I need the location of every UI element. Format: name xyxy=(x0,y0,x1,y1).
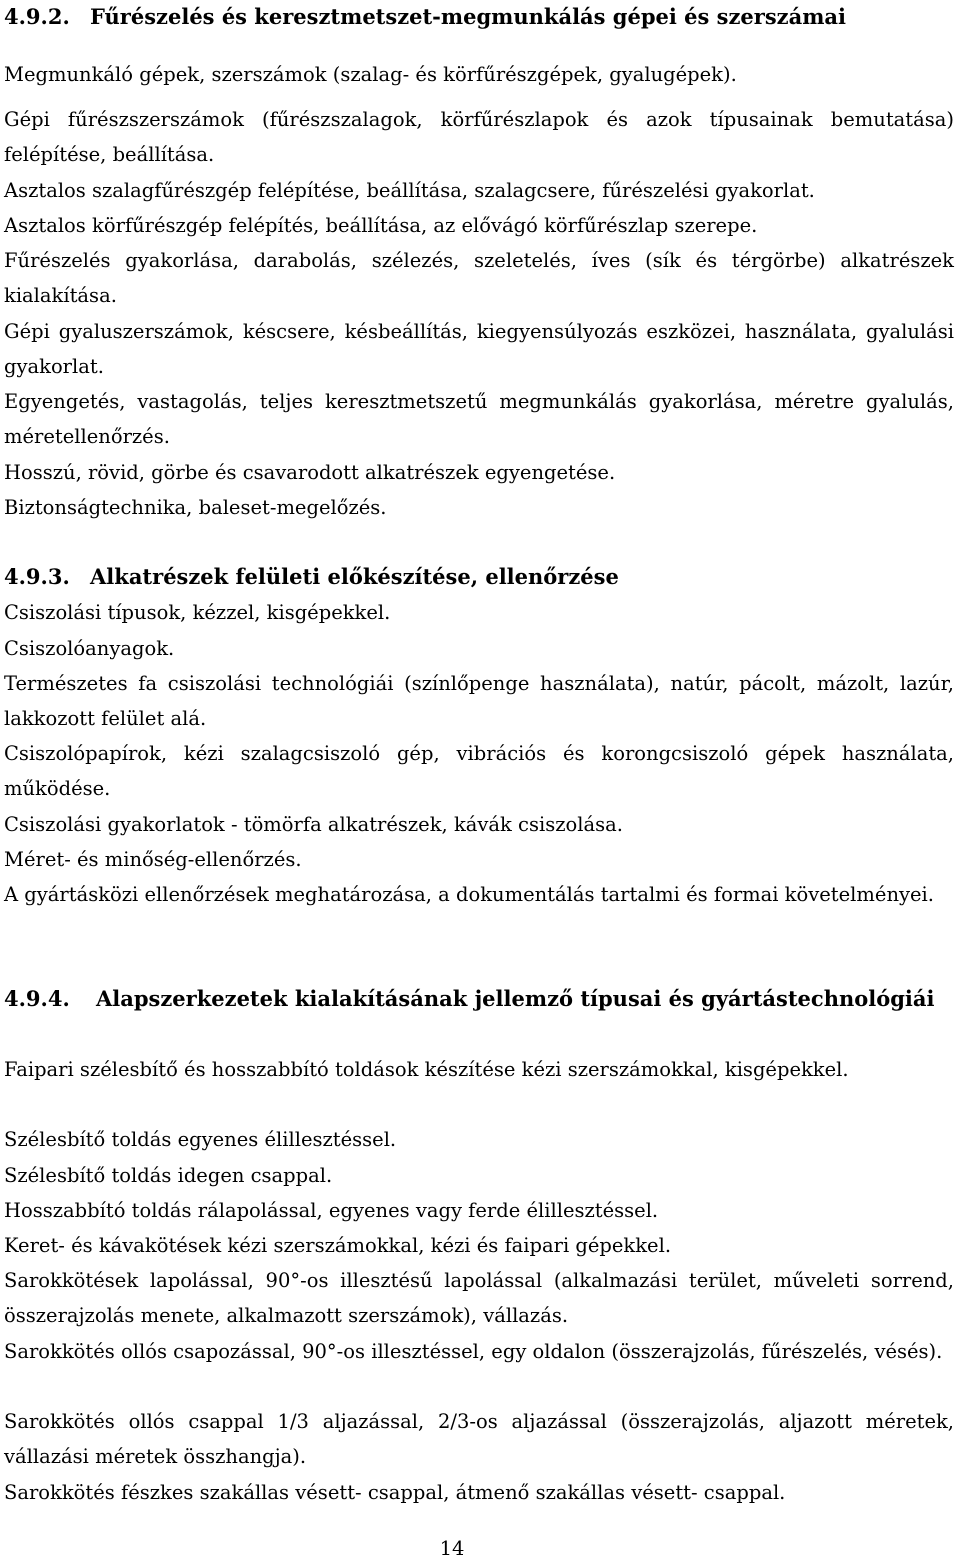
section-heading xyxy=(4,984,935,1014)
section-title: Fűrészelés és keresztmetszet-megmunkálás gépei és szerszámai xyxy=(90,4,846,29)
paragraph: Sarokkötés fészkes szakállas vésett- csappal, átmenő szakállas vésett- csappal. xyxy=(4,1481,786,1504)
paragraph: Sarokkötések lapolással, 90°-os illesztésű lapolással (alkalmazási terület, műveleti sorrend, összerajzolás menete, alkalmazott szerszámok), vállazás. xyxy=(4,1269,954,1327)
paragraph: Csiszolóanyagok. xyxy=(4,637,175,660)
paragraph: Csiszolópapírok, kézi szalagcsiszoló gép, vibrációs és korongcsiszoló gépek használata, működése. xyxy=(4,742,954,800)
paragraph: Csiszolási gyakorlatok - tömörfa alkatrészek, kávák csiszolása. xyxy=(4,813,623,836)
paragraph: Keret- és kávakötések kézi szerszámokkal, kézi és faipari gépekkel. xyxy=(4,1234,672,1257)
paragraph: Gépi fűrészszerszámok (fűrészszalagok, körfűrészlapok és azok típusainak bemutatása) felépítése, beállítása. xyxy=(4,108,954,166)
page-number: 14 xyxy=(439,1537,465,1560)
paragraph: Megmunkáló gépek, szerszámok (szalag- és körfűrészgépek, gyalugépek). xyxy=(4,63,737,86)
section-number: 4.9.3. xyxy=(4,564,70,589)
paragraph: Asztalos szalagfűrészgép felépítése, beállítása, szalagcsere, fűrészelési gyakorlat. xyxy=(4,179,815,202)
section-heading xyxy=(4,2,846,32)
paragraph: A gyártásközi ellenőrzések meghatározása, a dokumentálás tartalmi és formai követelményei. xyxy=(4,883,934,906)
paragraph: Szélesbítő toldás egyenes élillesztéssel. xyxy=(4,1128,397,1151)
paragraph: Egyengetés, vastagolás, teljes keresztmetszetű megmunkálás gyakorlása, méretre gyalulás, méretellenőrzés. xyxy=(4,390,954,448)
paragraph: Hosszú, rövid, görbe és csavarodott alkatrészek egyengetése. xyxy=(4,461,616,484)
section-title: Alapszerkezetek kialakításának jellemző típusai és gyártástechnológiái xyxy=(96,986,935,1011)
paragraph: Faipari szélesbítő és hosszabbító toldások készítése kézi szerszámokkal, kisgépekkel. xyxy=(4,1058,849,1081)
paragraph: Asztalos körfűrészgép felépítés, beállítása, az elővágó körfűrészlap szerepe. xyxy=(4,214,758,237)
paragraph: Biztonságtechnika, baleset-megelőzés. xyxy=(4,496,387,519)
paragraph: Sarokkötés ollós csapozással, 90°-os illesztéssel, egy oldalon (összerajzolás, fűrészelés, vésés). xyxy=(4,1340,943,1363)
section-heading xyxy=(4,562,619,592)
paragraph: Fűrészelés gyakorlása, darabolás, szélezés, szeletelés, íves (sík és térgörbe) alkatrészek kialakítása. xyxy=(4,249,954,307)
section-title: Alkatrészek felületi előkészítése, ellenőrzése xyxy=(90,564,619,589)
paragraph: Természetes fa csiszolási technológiái (színlőpenge használata), natúr, pácolt, mázolt, lazúr, lakkozott felület alá. xyxy=(4,672,954,730)
paragraph: Méret- és minőség-ellenőrzés. xyxy=(4,848,302,871)
paragraph: Csiszolási típusok, kézzel, kisgépekkel. xyxy=(4,601,391,624)
section-number: 4.9.2. xyxy=(4,4,70,29)
paragraph: Sarokkötés ollós csappal 1/3 aljazással, 2/3-os aljazással (összerajzolás, aljazott méretek, vállazási méretek összhangja). xyxy=(4,1410,954,1468)
paragraph: Gépi gyaluszerszámok, késcsere, késbeállítás, kiegyensúlyozás eszközei, használata, gyalulási gyakorlat. xyxy=(4,320,954,378)
section-number: 4.9.4. xyxy=(4,986,70,1011)
paragraph: Szélesbítő toldás idegen csappal. xyxy=(4,1164,333,1187)
paragraph: Hosszabbító toldás rálapolással, egyenes vagy ferde élillesztéssel. xyxy=(4,1199,659,1222)
